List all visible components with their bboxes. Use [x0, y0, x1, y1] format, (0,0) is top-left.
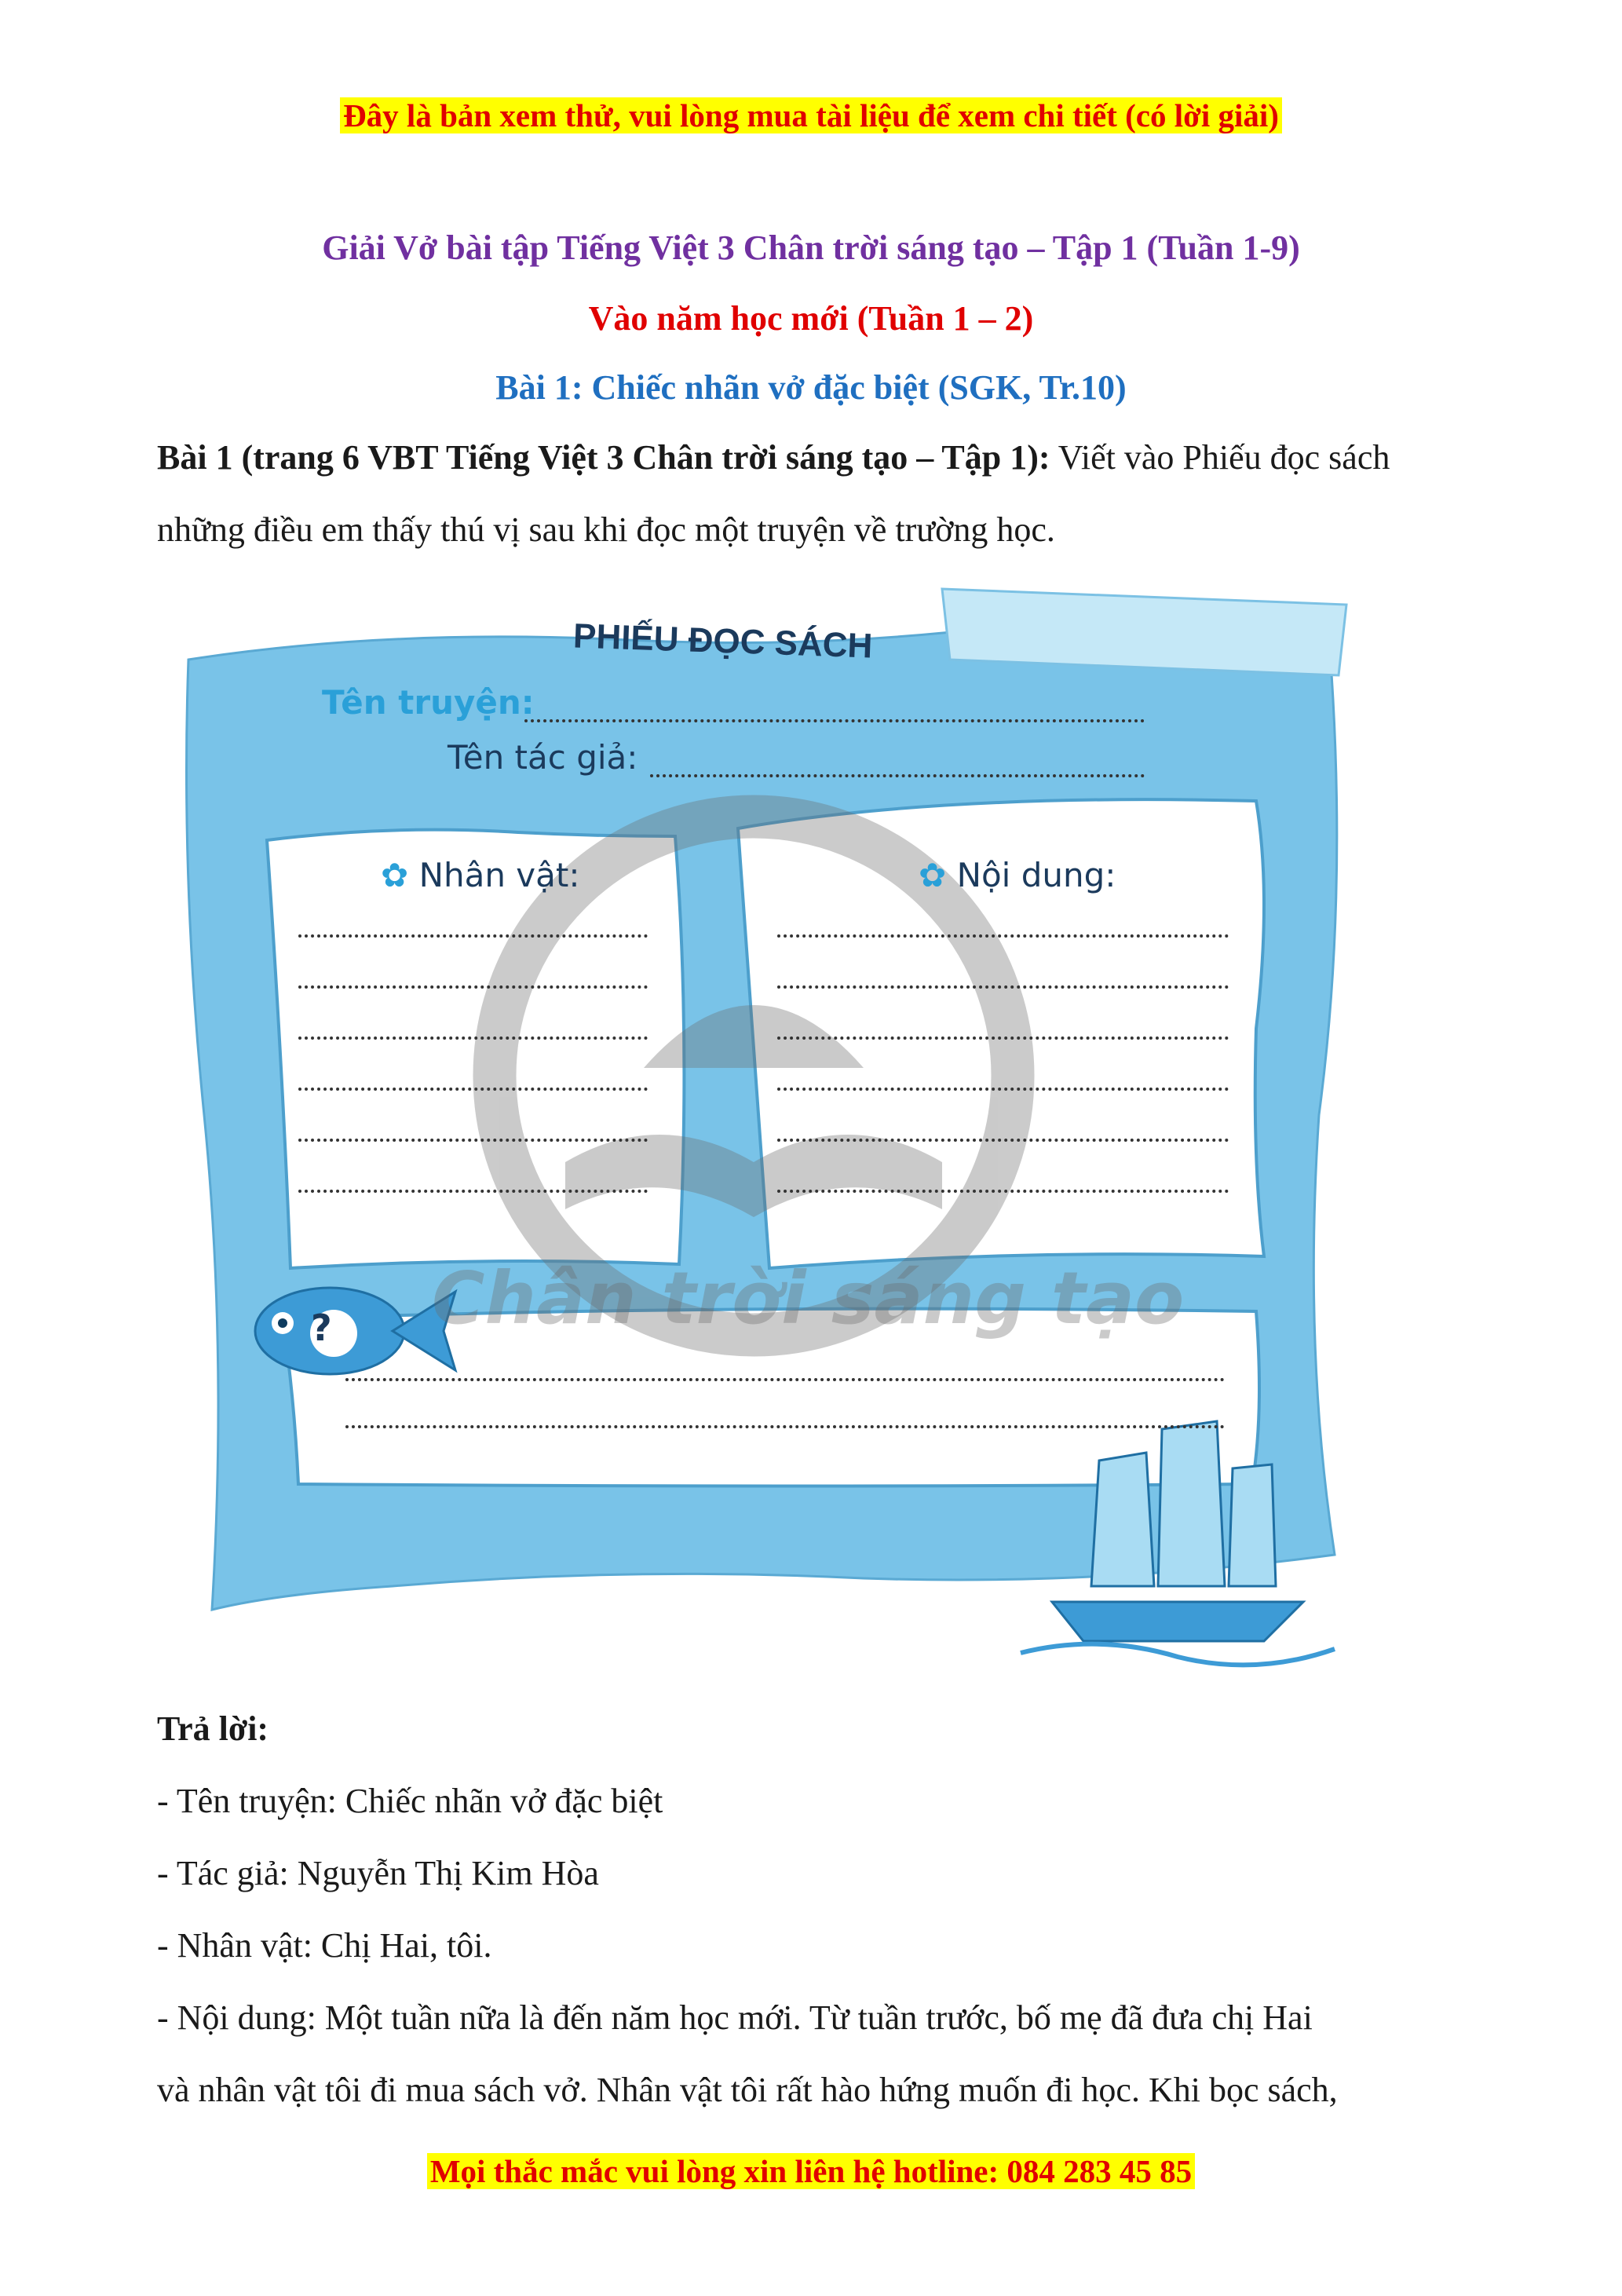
author-label: Tên tác giả: — [448, 738, 638, 777]
header-banner-row — [0, 96, 1622, 135]
answer-line: - Tác giả: Nguyễn Thị Kim Hòa — [157, 1854, 599, 1892]
answer-line: - Nội dung: Một tuần nữa là đến năm học mới. Từ tuần trước, bố mẹ đã đưa chị Hai — [157, 1998, 1313, 2037]
footer-banner: Mọi thắc mắc vui lòng xin liên hệ hotline: 084 283 45 85 — [427, 2153, 1195, 2189]
story-dotted-line — [524, 719, 1145, 722]
characters-dotted-line — [298, 1139, 648, 1142]
content-label: Nội dung: — [956, 856, 1116, 894]
content-dotted-line — [777, 985, 1229, 989]
content-dotted-line — [777, 934, 1229, 938]
content-dotted-line — [777, 1139, 1229, 1142]
characters-dotted-line — [298, 985, 648, 989]
watermark-text: Chân trời sáng tạo — [432, 1256, 1185, 1340]
question-mark-icon: ? — [311, 1307, 332, 1349]
answer-line: và nhân vật tôi đi mua sách vở. Nhân vật tôi rất hào hứng muốn đi học. Khi bọc sách, — [157, 2071, 1338, 2109]
content-dotted-line — [777, 1036, 1229, 1040]
characters-dotted-line — [298, 1036, 648, 1040]
answer-line: - Nhân vật: Chị Hai, tôi. — [157, 1926, 492, 1965]
reading-sheet-graphic — [157, 565, 1397, 1696]
sheet-heading: PHIẾU ĐỌC SÁCH — [572, 616, 874, 666]
answer-heading: Trả lời: — [157, 1709, 269, 1748]
page-title: Giải Vở bài tập Tiếng Việt 3 Chân trời sáng tạo – Tập 1 (Tuần 1-9) — [322, 229, 1300, 267]
unit-title: Vào năm học mới (Tuần 1 – 2) — [588, 299, 1034, 338]
characters-heading — [381, 856, 580, 894]
exercise-text: Viết vào Phiếu đọc sách những điều em thấy thú vị sau khi đọc một truyện về trường học. — [157, 438, 1390, 549]
characters-dotted-line — [298, 1088, 648, 1091]
footer-banner-row — [0, 2152, 1622, 2191]
content-heading — [919, 856, 1116, 894]
story-label: Tên truyện: — [322, 683, 535, 722]
characters-dotted-line — [298, 934, 648, 938]
lesson-title: Bài 1: Chiếc nhãn vở đặc biệt (SGK, Tr.10) — [495, 368, 1127, 407]
exercise-label: Bài 1 (trang 6 VBT Tiếng Việt 3 Chân trời sáng tạo – Tập 1): — [157, 438, 1050, 477]
author-dotted-line — [650, 774, 1145, 777]
content-dotted-line — [777, 1088, 1229, 1091]
exercise-prompt — [157, 422, 1476, 566]
flower-icon: ✿ — [381, 856, 409, 894]
characters-label: Nhân vật: — [418, 856, 580, 894]
content-dotted-line — [777, 1190, 1229, 1193]
answer-line: - Tên truyện: Chiếc nhãn vở đặc biệt — [157, 1782, 663, 1820]
header-banner: Đây là bản xem thử, vui lòng mua tài liệu để xem chi tiết (có lời giải) — [340, 97, 1282, 133]
flower-icon: ✿ — [919, 856, 947, 894]
notes-dotted-line — [345, 1425, 1225, 1428]
notes-dotted-line — [345, 1378, 1225, 1381]
characters-dotted-line — [298, 1190, 648, 1193]
reading-sheet-illustration — [157, 565, 1397, 1696]
heading-tab — [942, 589, 1346, 675]
